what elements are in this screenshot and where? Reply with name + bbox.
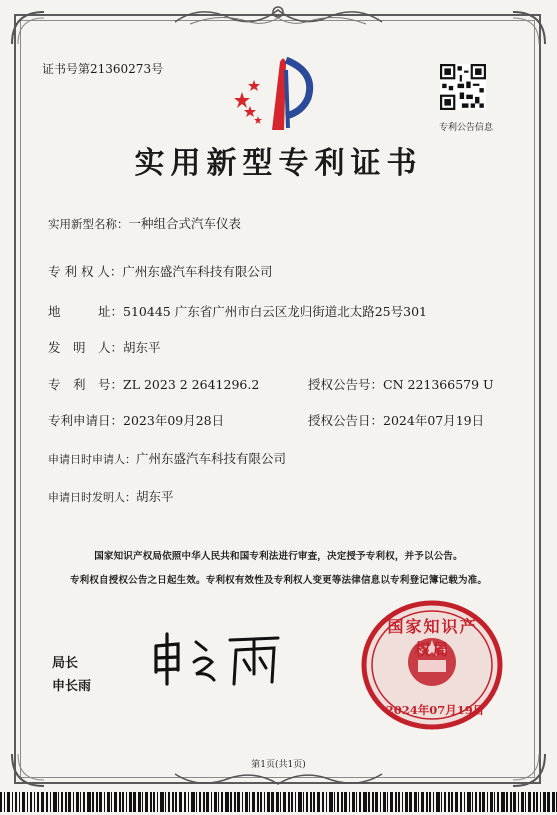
field-filing-date: [48, 411, 224, 429]
field-value: 2023年09月28日: [123, 413, 225, 428]
field-utility-model-name: [48, 214, 241, 232]
field-label: 申请日时申请人：: [48, 453, 136, 466]
field-label: 授权公告日：: [308, 413, 384, 428]
seal-date: 2024年07月19日: [385, 703, 485, 717]
corner-ornament-bl: [8, 750, 48, 790]
field-address: [48, 302, 427, 320]
field-label: 专利申请日：: [48, 413, 124, 428]
director-signature: [150, 628, 285, 688]
certificate-number: 证书号第21360273号: [42, 62, 164, 76]
qr-code[interactable]: [440, 64, 486, 110]
field-label: 地 址：: [48, 304, 124, 319]
field-value: 胡东平: [123, 340, 161, 355]
field-label: 专 利 号：: [48, 377, 124, 392]
field-value: 2024年07月19日: [383, 413, 485, 428]
field-value: 广州东盛汽车科技有限公司: [136, 451, 287, 466]
field-label: 申请日时发明人：: [48, 491, 136, 504]
field-inventor: [48, 338, 161, 356]
field-label: 专 利 权 人：: [48, 264, 123, 279]
corner-ornament-br: [509, 750, 549, 790]
cnipa-logo: [228, 50, 323, 140]
field-label: 实用新型名称：: [48, 217, 129, 231]
barcode: [0, 792, 557, 812]
field-grant-publication-number: [308, 375, 494, 393]
qr-caption: 专利公告信息: [438, 123, 493, 133]
bottom-ornament: [170, 770, 387, 792]
field-value: 510445 广东省广州市白云区龙归街道北太路25号301: [123, 304, 427, 319]
field-inventor-at-filing: [48, 487, 174, 505]
seal-text: 国家知识产权局: [387, 617, 478, 659]
page-number: 第1页(共1页): [251, 760, 306, 770]
certificate-title: 实用新型专利证书: [134, 146, 423, 181]
field-value: 胡东平: [136, 489, 174, 504]
field-grant-date: [308, 411, 484, 429]
corner-ornament-tl: [8, 8, 48, 48]
field-value: ZL 2023 2 2641296.2: [123, 377, 260, 392]
field-value: CN 221366579 U: [383, 377, 494, 392]
field-label: 授权公告号：: [308, 377, 384, 392]
grant-notice-line-2: 专利权自授权公告之日起生效。专利权有效性及专利权人变更等法律信息以专利登记簿记载为准。: [69, 575, 488, 586]
grant-notice-line-1: 国家知识产权局依照中华人民共和国专利法进行审查，决定授予专利权，并予以公告。: [94, 551, 463, 562]
corner-ornament-tr: [509, 8, 549, 48]
director-name: 申长雨: [52, 679, 92, 694]
field-label: 发 明 人：: [48, 340, 124, 355]
field-patentee: [48, 262, 272, 280]
top-ornament: [170, 2, 387, 30]
field-applicant-at-filing: [48, 449, 286, 467]
field-value: 一种组合式汽车仪表: [128, 216, 242, 231]
director-title: 局长: [52, 656, 79, 671]
field-patent-number: [48, 375, 259, 393]
field-value: 广州东盛汽车科技有限公司: [122, 264, 273, 279]
